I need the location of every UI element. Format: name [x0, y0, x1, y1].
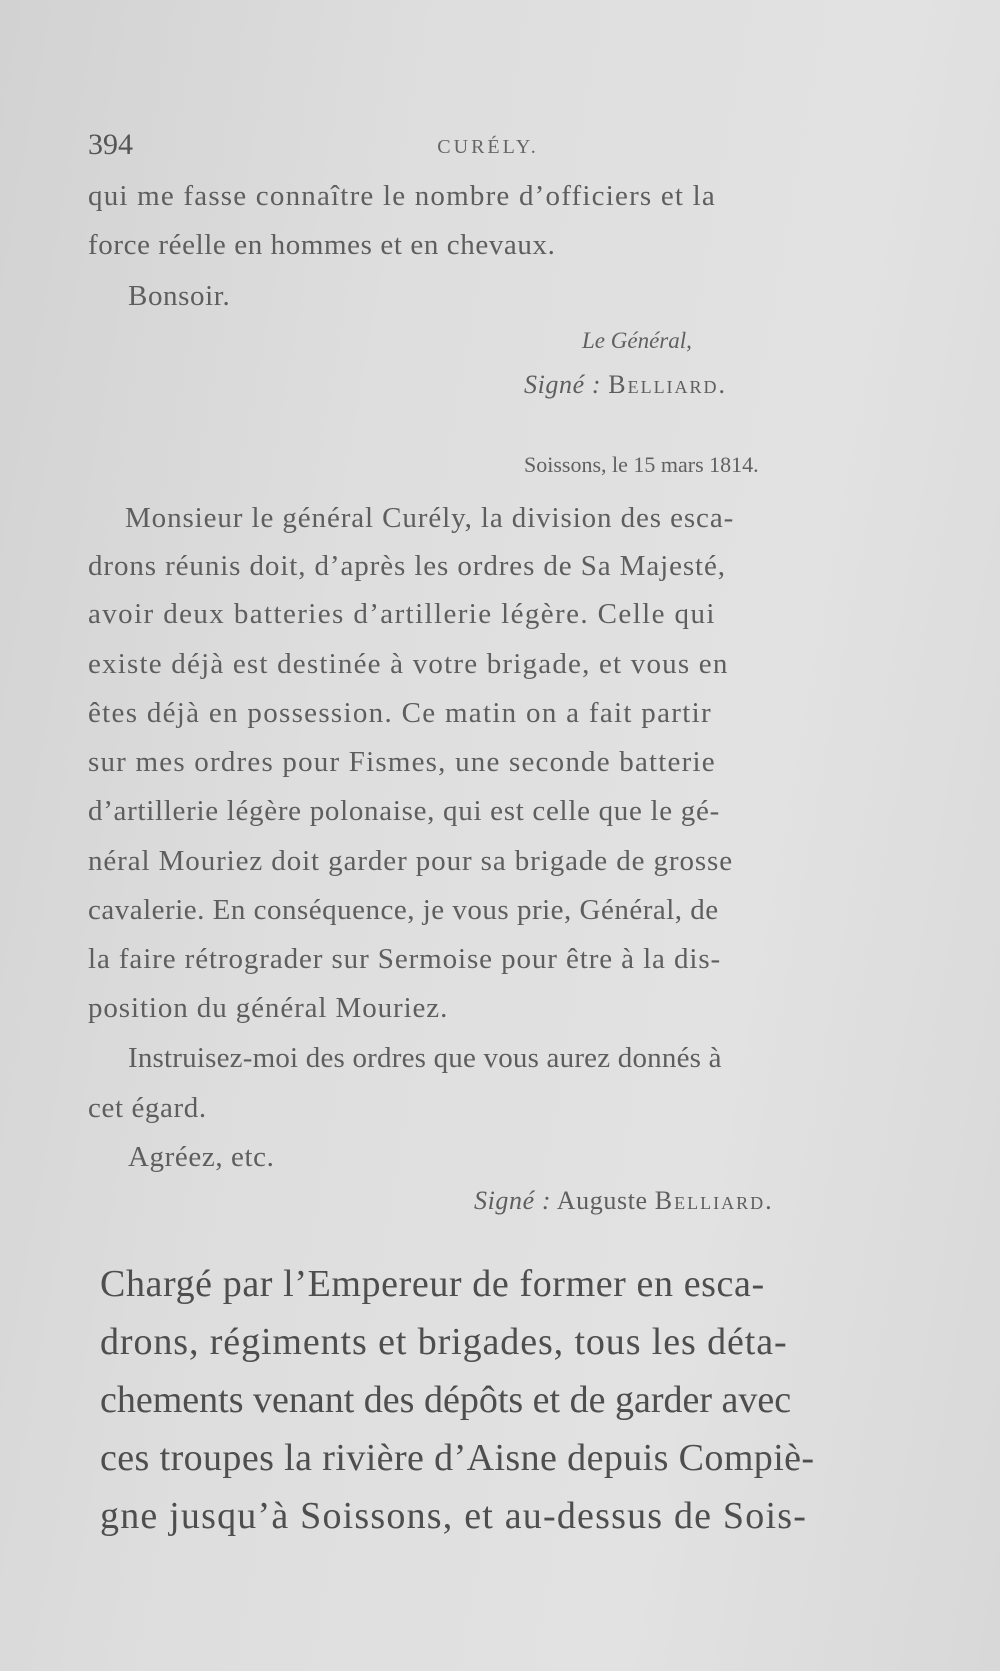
text-line: ces troupes la rivière d’Aisne depuis Compiè- [100, 1437, 815, 1479]
text-line: cet égard. [88, 1092, 207, 1124]
text-line: sur mes ordres pour Fismes, une seconde batterie [88, 746, 716, 778]
text-line: d’artillerie légère polonaise, qui est celle que le gé- [88, 795, 720, 827]
signer-first-name: Auguste [556, 1186, 648, 1215]
dateline: Soissons, le 15 mars 1814. [524, 452, 759, 477]
text-line: drons, régiments et brigades, tous les déta- [100, 1321, 788, 1363]
running-title: CURÉLY. [437, 136, 539, 158]
text-line: qui me fasse connaître le nombre d’officiers et la [88, 180, 716, 212]
text-line: gne jusqu’à Soissons, et au-dessus de Sois- [100, 1495, 808, 1537]
text-line: êtes déjà en possession. Ce matin on a fait partir [88, 697, 712, 729]
closing-line: Agréez, etc. [128, 1141, 275, 1173]
page-number: 394 [88, 128, 133, 161]
text-line: néral Mouriez doit garder pour sa brigade de grosse [88, 845, 734, 877]
text-line: Chargé par l’Empereur de former en esca- [100, 1263, 765, 1305]
text-line: position du général Mouriez. [88, 992, 449, 1024]
text-line: force réelle en hommes et en chevaux. [88, 229, 556, 261]
text-line: chements venant des dépôts et de garder avec [100, 1379, 792, 1421]
text-line: existe déjà est destinée à votre brigade, et vous en [88, 648, 729, 680]
signer-name: Belliard. [654, 1186, 774, 1215]
running-head [88, 128, 888, 168]
signature-line [474, 1186, 774, 1216]
signature-line [524, 370, 727, 400]
text-line: drons réunis doit, d’après les ordres de Sa Majesté, [88, 550, 726, 582]
signed-label: Signé : [524, 370, 602, 399]
text-line: cavalerie. En conséquence, je vous prie, Général, de [88, 894, 719, 926]
closing-line: Bonsoir. [128, 280, 231, 312]
signer-title: Le Général, [582, 328, 692, 353]
text-line: Instruisez-moi des ordres que vous aurez donnés à [128, 1042, 722, 1074]
signer-name: Belliard. [608, 370, 728, 399]
text-line: la faire rétrograder sur Sermoise pour être à la dis- [88, 943, 722, 975]
signed-label: Signé : [474, 1186, 552, 1215]
text-line: Monsieur le général Curély, la division des esca- [125, 502, 735, 534]
text-line: avoir deux batteries d’artillerie légère. Celle qui [88, 598, 716, 630]
